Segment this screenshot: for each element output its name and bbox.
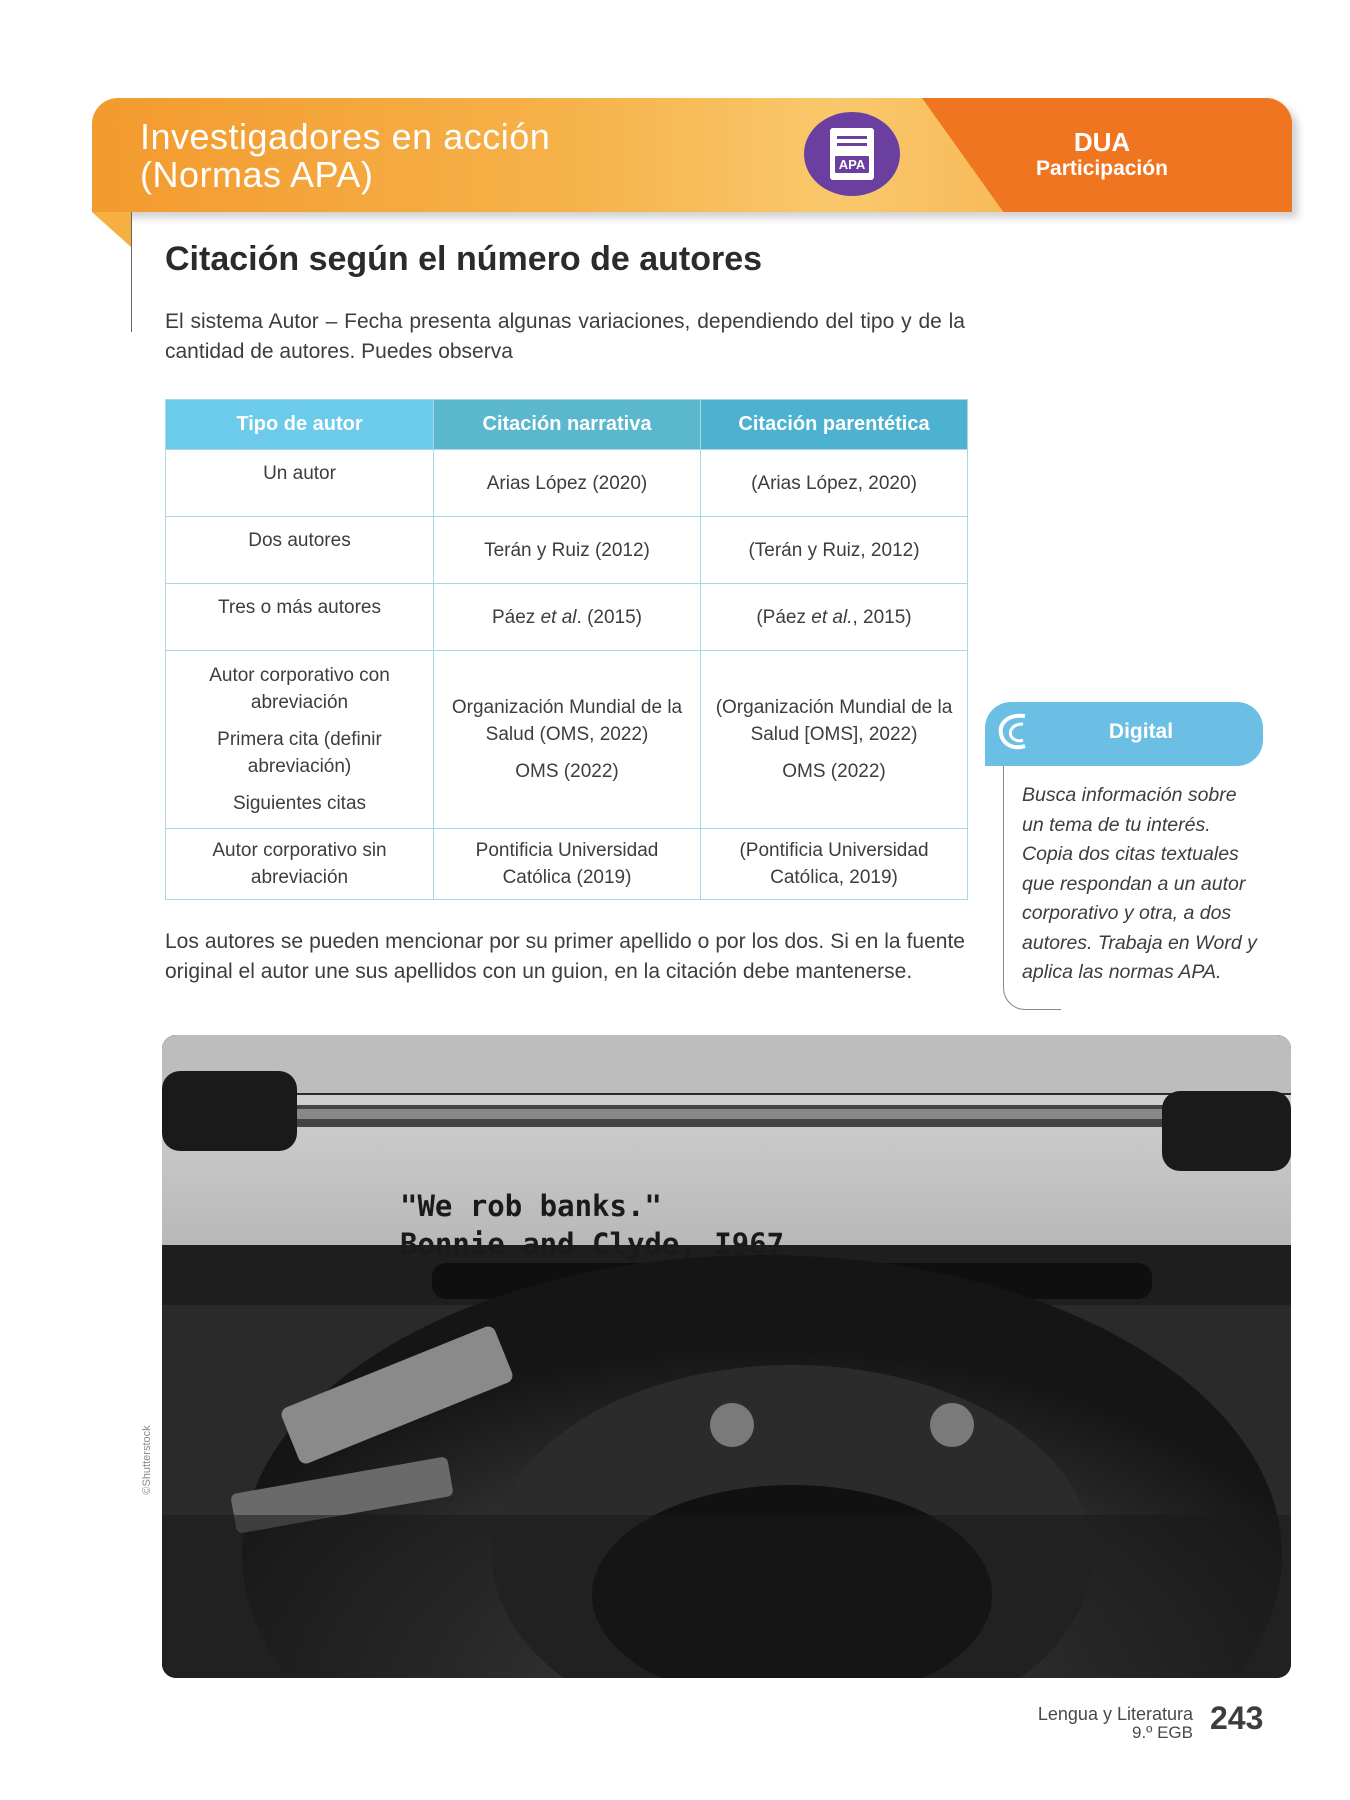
- table-header-row: [166, 400, 968, 450]
- cell-text: OMS (2022): [782, 761, 886, 782]
- table-cell: (Arias López, 2020): [701, 450, 968, 517]
- margin-rule: [131, 212, 132, 332]
- digital-label: Digital: [1108, 720, 1174, 743]
- table-row: [166, 584, 968, 651]
- page-number: 243: [1210, 1700, 1264, 1736]
- table-cell: [434, 651, 701, 829]
- table-header-narrative: Citación narrativa: [434, 400, 701, 450]
- typewriter-image: [162, 1035, 1291, 1678]
- table-cell: Tres o más autores: [166, 584, 434, 651]
- digital-activity-text: Busca información sobre un tema de tu interés. Copia dos citas textuales que respondan a un autor corporativo y otra, a dos autores. Trabaja en Word y aplica las normas APA.: [1022, 784, 1257, 983]
- cell-italic: et al: [540, 606, 577, 628]
- cell-text: . (2015): [576, 606, 642, 628]
- dua-title: DUA: [1073, 127, 1131, 157]
- dua-block: [1002, 128, 1202, 182]
- table-header-author-type: Tipo de autor: [166, 400, 434, 450]
- digital-icon: [993, 710, 1037, 758]
- section-banner: [92, 98, 1292, 212]
- dua-subtitle: Participación: [1036, 157, 1168, 180]
- document-icon: [830, 128, 874, 180]
- cell-text: Siguientes citas: [232, 793, 367, 814]
- intro-paragraph: El sistema Autor – Fecha presenta algunas variaciones, dependiendo del tipo y de la cantidad de autores. Puedes observa: [165, 310, 965, 363]
- table-cell: Autor corporativo sin abreviación: [166, 829, 434, 900]
- footer-subject: Lengua y Literatura: [1037, 1704, 1193, 1724]
- cell-text: Páez: [492, 606, 541, 628]
- footer-grade: 9.º EGB: [1131, 1723, 1193, 1742]
- banner-title-line1: Investigadores en acción: [140, 116, 551, 157]
- apa-icon-label: APA: [834, 155, 870, 174]
- table-row: [166, 829, 968, 900]
- cell-text: (Organización Mundial de la Salud [OMS], 2022): [715, 697, 953, 745]
- cell-text: (Páez: [756, 606, 812, 628]
- banner-title-line2: (Normas APA): [140, 154, 374, 195]
- typed-quote: [400, 1187, 784, 1263]
- digital-tab: [985, 702, 1263, 766]
- typed-line-1: "We rob banks.": [400, 1189, 662, 1223]
- table-cell: [166, 651, 434, 829]
- table-cell: [434, 584, 701, 651]
- table-header-parenthetical: Citación parentética: [701, 400, 968, 450]
- cell-text: Primera cita (definir abreviación): [217, 729, 382, 777]
- cell-text: Autor corporativo con abreviación: [209, 665, 390, 713]
- table-cell: [701, 584, 968, 651]
- table-cell: (Pontificia Universidad Católica, 2019): [701, 829, 968, 900]
- banner-title: [140, 118, 660, 194]
- section-title: Citación según el número de autores: [165, 240, 763, 278]
- table-cell: [701, 651, 968, 829]
- typewriter-photo: [162, 1035, 1291, 1678]
- cell-text: OMS (2022): [515, 761, 619, 782]
- table-row: [166, 517, 968, 584]
- table-row: [166, 651, 968, 829]
- cell-text: Organización Mundial de la Salud (OMS, 2022): [451, 697, 683, 745]
- apa-document-icon: [804, 112, 900, 196]
- table-cell: (Terán y Ruiz, 2012): [701, 517, 968, 584]
- authors-paragraph: Los autores se pueden mencionar por su primer apellido o por los dos. Si en la fuente original el autor une sus apellidos con un guion, en la citación debe mantenerse.: [165, 930, 965, 983]
- cell-text: , 2015): [852, 606, 912, 628]
- banner-fold: [92, 212, 132, 248]
- table-cell: Terán y Ruiz (2012): [434, 517, 701, 584]
- table-cell: Dos autores: [166, 517, 434, 584]
- table-cell: Arias López (2020): [434, 450, 701, 517]
- citation-table: [165, 399, 968, 900]
- cell-italic: et al.: [811, 606, 853, 628]
- photo-credit: ©Shutterstock: [141, 1425, 153, 1495]
- typed-line-2: Bonnie and Clyde, I967: [400, 1227, 785, 1261]
- table-cell: Pontificia Universidad Católica (2019): [434, 829, 701, 900]
- table-row: [166, 450, 968, 517]
- table-cell: Un autor: [166, 450, 434, 517]
